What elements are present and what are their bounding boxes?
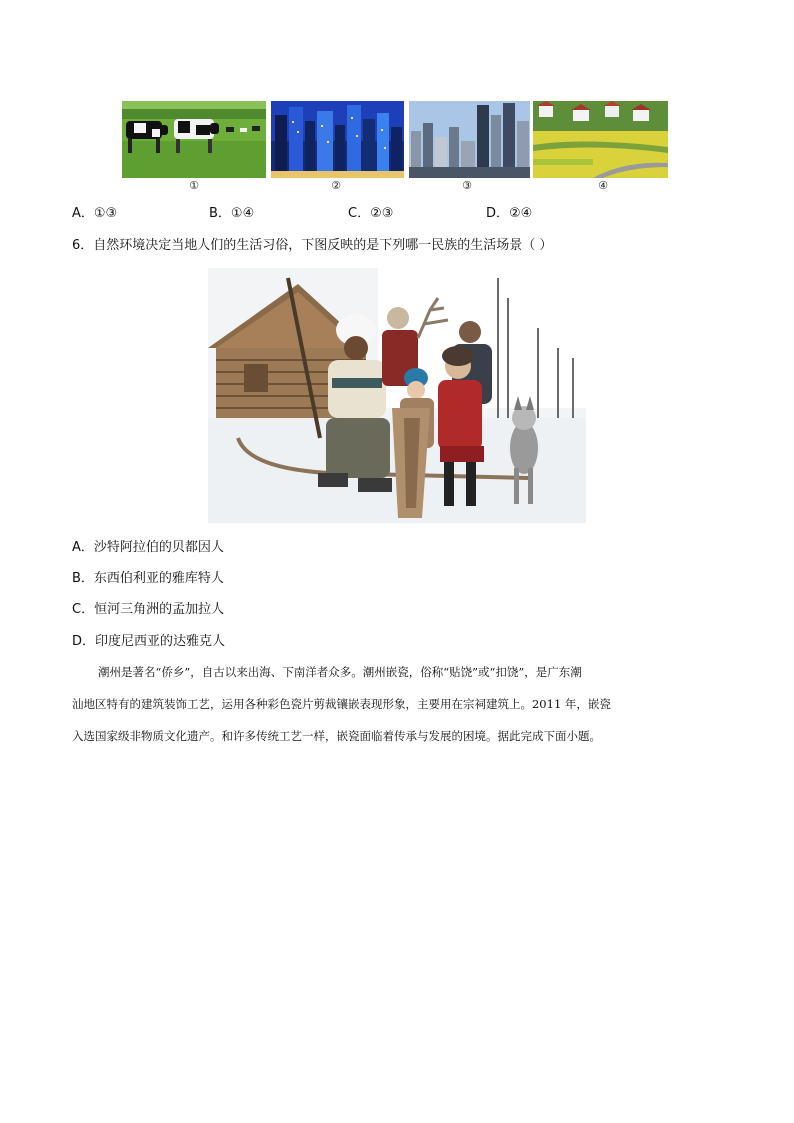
photo-label-3: ③ [462, 179, 472, 192]
photo-village-fields [533, 101, 668, 178]
q6-stem: 6．自然环境决定当地人们的生活习俗，下图反映的是下列哪一民族的生活场景（ ） [72, 238, 553, 253]
photo-label-1: ① [189, 179, 199, 192]
q5-option-b[interactable]: B．①④ [209, 206, 255, 221]
q6-choice-a[interactable]: A．沙特阿拉伯的贝都因人 [72, 540, 224, 555]
photo-siberian-family [208, 268, 586, 523]
passage-line-1: 潮州是著名“侨乡”，自古以来出海、下南洋者众多。潮州嵌瓷，俗称“贴饶”或“扣饶”，是广东潮 [98, 665, 582, 679]
photo-city-night [271, 101, 404, 178]
photo-label-2: ② [331, 179, 341, 192]
q6-choice-c[interactable]: C．恒河三角洲的孟加拉人 [72, 602, 225, 617]
q5-option-a[interactable]: A．①③ [72, 206, 118, 221]
q6-choice-b[interactable]: B．东西伯利亚的雅库特人 [72, 571, 224, 586]
passage-line-3: 入选国家级非物质文化遗产。和许多传统工艺一样，嵌瓷面临着传承与发展的困境。据此完成下面小题。 [72, 729, 601, 743]
photo-city-day [409, 101, 530, 178]
q6-choice-d[interactable]: D．印度尼西亚的达雅克人 [72, 634, 226, 649]
photo-label-4: ④ [598, 179, 608, 192]
passage-line-2: 汕地区特有的建筑装饰工艺，运用各种彩色瓷片剪裁镶嵌表现形象，主要用在宗祠建筑上。2011 年，嵌瓷 [72, 697, 611, 711]
photo-cows-pasture [122, 101, 266, 178]
q5-option-c[interactable]: C．②③ [348, 206, 394, 221]
q5-option-d[interactable]: D．②④ [486, 206, 533, 221]
